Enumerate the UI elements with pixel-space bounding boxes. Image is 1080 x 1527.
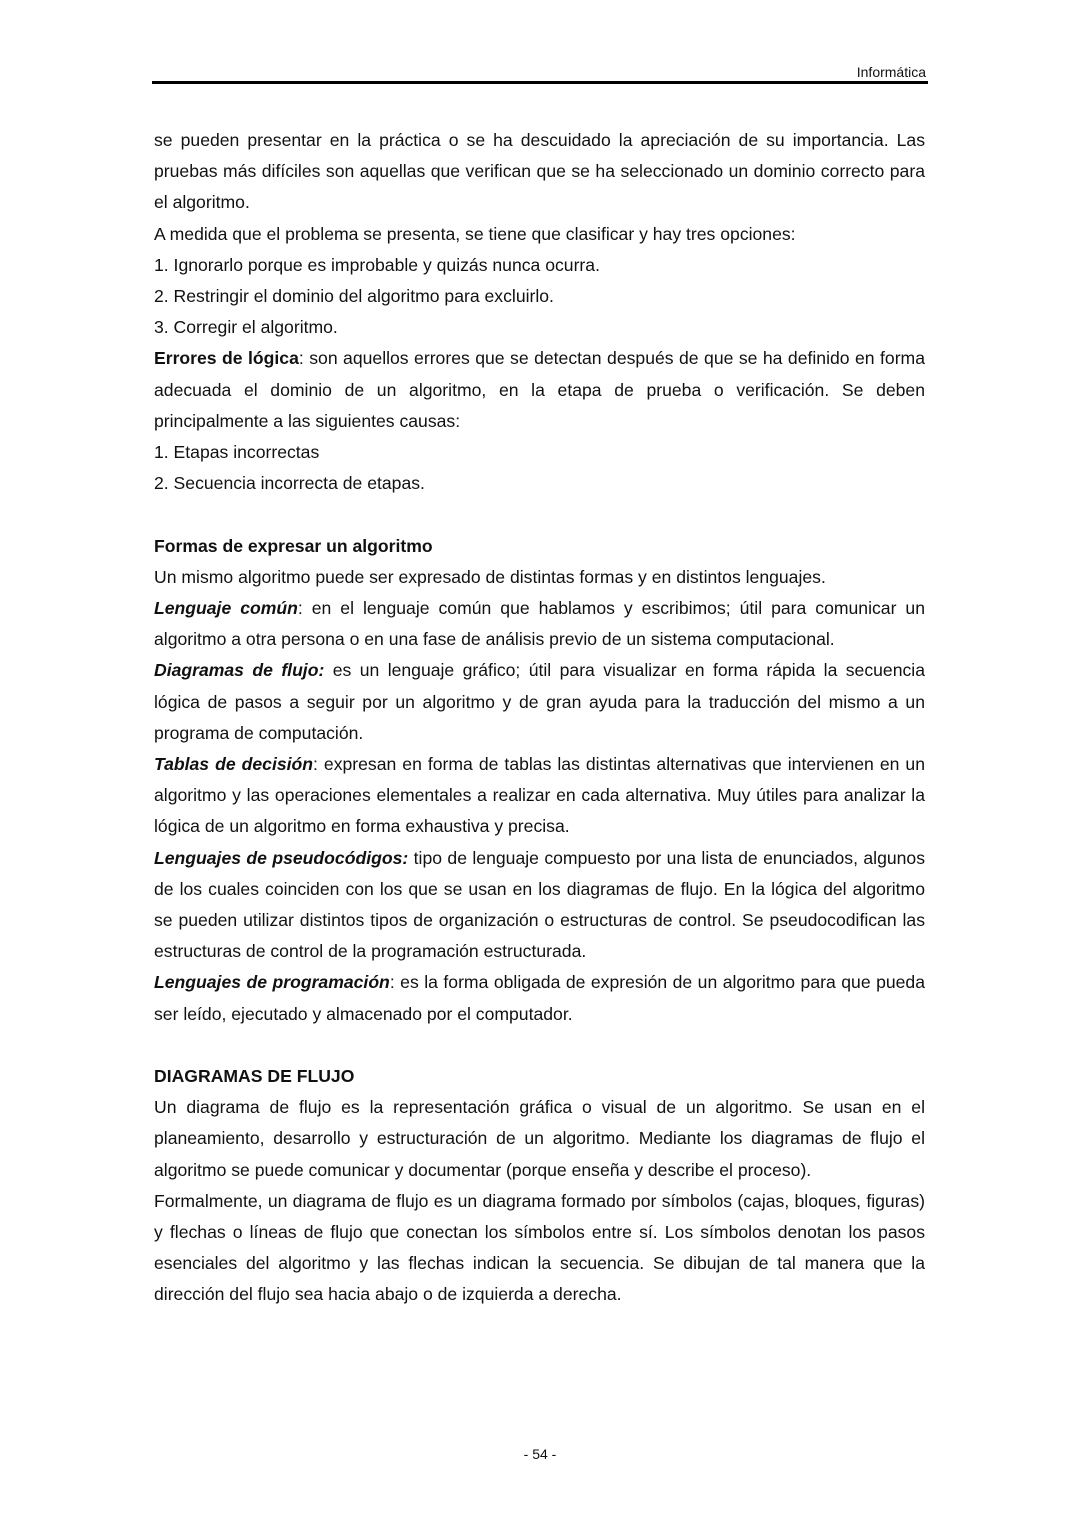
definition-paragraph [154,749,925,843]
list-item: 2. Restringir el dominio del algoritmo para excluirlo. [154,286,554,307]
paragraph-logic-errors [154,343,925,437]
definition-text: : en el lenguaje común que hablamos y escribimos; útil para comunicar un algoritmo a otra persona o en una fase de análisis previo de un sistema computacional. [154,598,925,650]
definition-paragraph [154,843,925,968]
term: Lenguajes de pseudocódigos: [154,847,409,868]
definition-paragraph [154,967,925,1029]
definition-paragraph [154,655,925,749]
header-title: Informática [856,64,926,80]
term-logic-errors: Errores de lógica [154,348,299,369]
list-item: 1. Etapas incorrectas [154,442,320,463]
list-item: 3. Corregir el algoritmo. [154,317,338,338]
definition-text: : expresan en forma de tablas las distintas alternativas que intervienen en un algoritmo y las operaciones elementales a realizar en cada alternativa. Muy útiles para analizar la lógica de un algoritmo en forma exhaustiva y precisa. [154,754,925,837]
term: Lenguaje común [154,598,298,619]
document-body [154,125,925,1311]
term: Lenguajes de programación [154,972,390,993]
definition-text: es un lenguaje gráfico; útil para visualizar en forma rápida la secuencia lógica de pasos a seguir por un algoritmo y de gran ayuda para la traducción del mismo a un programa de computación. [154,660,925,743]
definition-text: tipo de lenguaje compuesto por una lista de enunciados, algunos de los cuales coinciden con los que se usan en los diagramas de flujo. En la lógica del algoritmo se pueden utilizar distintos tipos de organización o estructuras de control. Se pseudocodifican las estructuras de control de la programación estructurada. [154,847,926,962]
header-rule [152,81,928,84]
paragraph: se pueden presentar en la práctica o se ha descuidado la apreciación de su importancia. Las pruebas más difíciles son aquellas que verifican que se ha seleccionado un dominio correcto para el algoritmo. [154,130,925,213]
page-header [152,62,928,84]
definition-text: : son aquellos errores que se detectan después de que se ha definido en forma adecuada el dominio de un algoritmo, en la etapa de prueba o verificación. Se deben principalmente a las siguientes causas: [154,348,925,431]
term: Diagramas de flujo: [154,660,325,681]
list-item: 1. Ignorarlo porque es improbable y quizás nunca ocurra. [154,254,600,275]
spacer [154,499,925,530]
paragraph: Un diagrama de flujo es la representación gráfica o visual de un algoritmo. Se usan en el planeamiento, desarrollo y estructuración de un algoritmo. Mediante los diagramas de flujo el algoritmo se puede comunicar y documentar (porque enseña y describe el proceso). [154,1097,925,1180]
paragraph: A medida que el problema se presenta, se tiene que clasificar y hay tres opciones: [154,223,796,244]
paragraph: Formalmente, un diagrama de flujo es un diagrama formado por símbolos (cajas, bloques, figuras) y flechas o líneas de flujo que conectan los símbolos entre sí. Los símbolos denotan los pasos esenciales del algoritmo y las flechas indican la secuencia. Se dibujan de tal manera que la dirección del flujo sea hacia abajo o de izquierda a derecha. [154,1190,925,1305]
spacer [154,1030,925,1061]
paragraph: Un mismo algoritmo puede ser expresado de distintas formas y en distintos lenguajes. [154,566,826,587]
list-item: 2. Secuencia incorrecta de etapas. [154,473,425,494]
definition-text: : es la forma obligada de expresión de un algoritmo para que pueda ser leído, ejecutado y almacenado por el computador. [154,972,925,1024]
definition-paragraph [154,593,925,655]
section-heading: Formas de expresar un algoritmo [154,535,433,556]
section-heading: DIAGRAMAS DE FLUJO [154,1066,355,1087]
page-number: - 54 - [523,1446,557,1462]
term: Tablas de decisión [154,754,314,775]
